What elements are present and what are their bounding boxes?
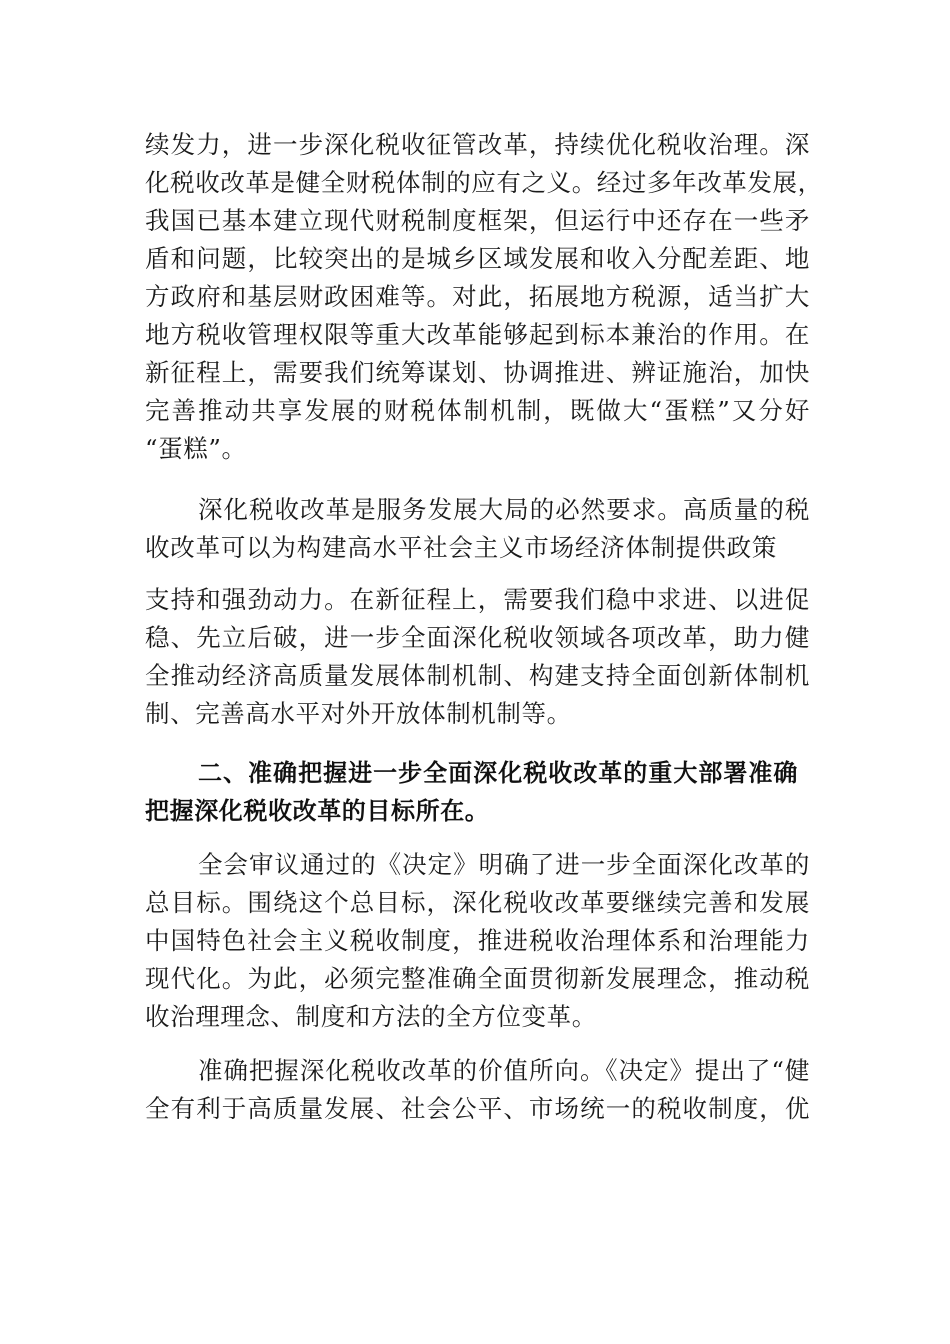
text-line: 续发力，进一步深化税收征管改革，持续优化税收治理。深 (145, 130, 810, 159)
text-line: 制、完善高水平对外开放体制机制等。 (145, 699, 572, 728)
heading-line: 二、准确把握进一步全面深化税收改革的重大部署准确 (198, 759, 798, 787)
text-line: 稳、先立后破，进一步全面深化税收领域各项改革，助力健 (145, 623, 810, 652)
text-line: 总目标。围绕这个总目标，深化税收改革要继续完善和发展 (145, 888, 810, 917)
text-line: 盾和问题，比较突出的是城乡区域发展和收入分配差距、地 (145, 244, 810, 273)
text-line: 方政府和基层财政困难等。对此，拓展地方税源，适当扩大 (145, 282, 810, 311)
text-line: 现代化。为此，必须完整准确全面贯彻新发展理念，推动税 (145, 964, 810, 993)
text-line: 准确把握深化税收改革的价值所向。《决定》提出了“健 (198, 1056, 810, 1085)
text-line: 地方税收管理权限等重大改革能够起到标本兼治的作用。在 (145, 320, 810, 349)
text-line: 深化税收改革是服务发展大局的必然要求。高质量的税 (198, 495, 810, 524)
heading-line: 把握深化税收改革的目标所在。 (145, 797, 490, 825)
text-line: “蛋糕”。 (145, 434, 247, 463)
text-line: 化税收改革是健全财税体制的应有之义。经过多年改革发展， (145, 168, 823, 197)
text-line: 新征程上，需要我们统筹谋划、协调推进、辨证施治，加快 (145, 358, 810, 387)
text-line: 我国已基本建立现代财税制度框架，但运行中还存在一些矛 (145, 206, 810, 235)
text-line: 收改革可以为构建高水平社会主义市场经济体制提供政策 (145, 533, 777, 562)
text-line: 完善推动共享发展的财税体制机制，既做大“蛋糕”又分好 (145, 396, 810, 425)
text-line: 中国特色社会主义税收制度，推进税收治理体系和治理能力 (145, 926, 810, 955)
text-line: 全推动经济高质量发展体制机制、构建支持全面创新体制机 (145, 661, 810, 690)
text-line: 支持和强劲动力。在新征程上，需要我们稳中求进、以进促 (145, 585, 810, 614)
text-line: 收治理理念、制度和方法的全方位变革。 (145, 1002, 597, 1031)
text-line: 全会审议通过的《决定》明确了进一步全面深化改革的 (198, 850, 810, 879)
text-line: 全有利于高质量发展、社会公平、市场统一的税收制度，优 (145, 1094, 810, 1123)
